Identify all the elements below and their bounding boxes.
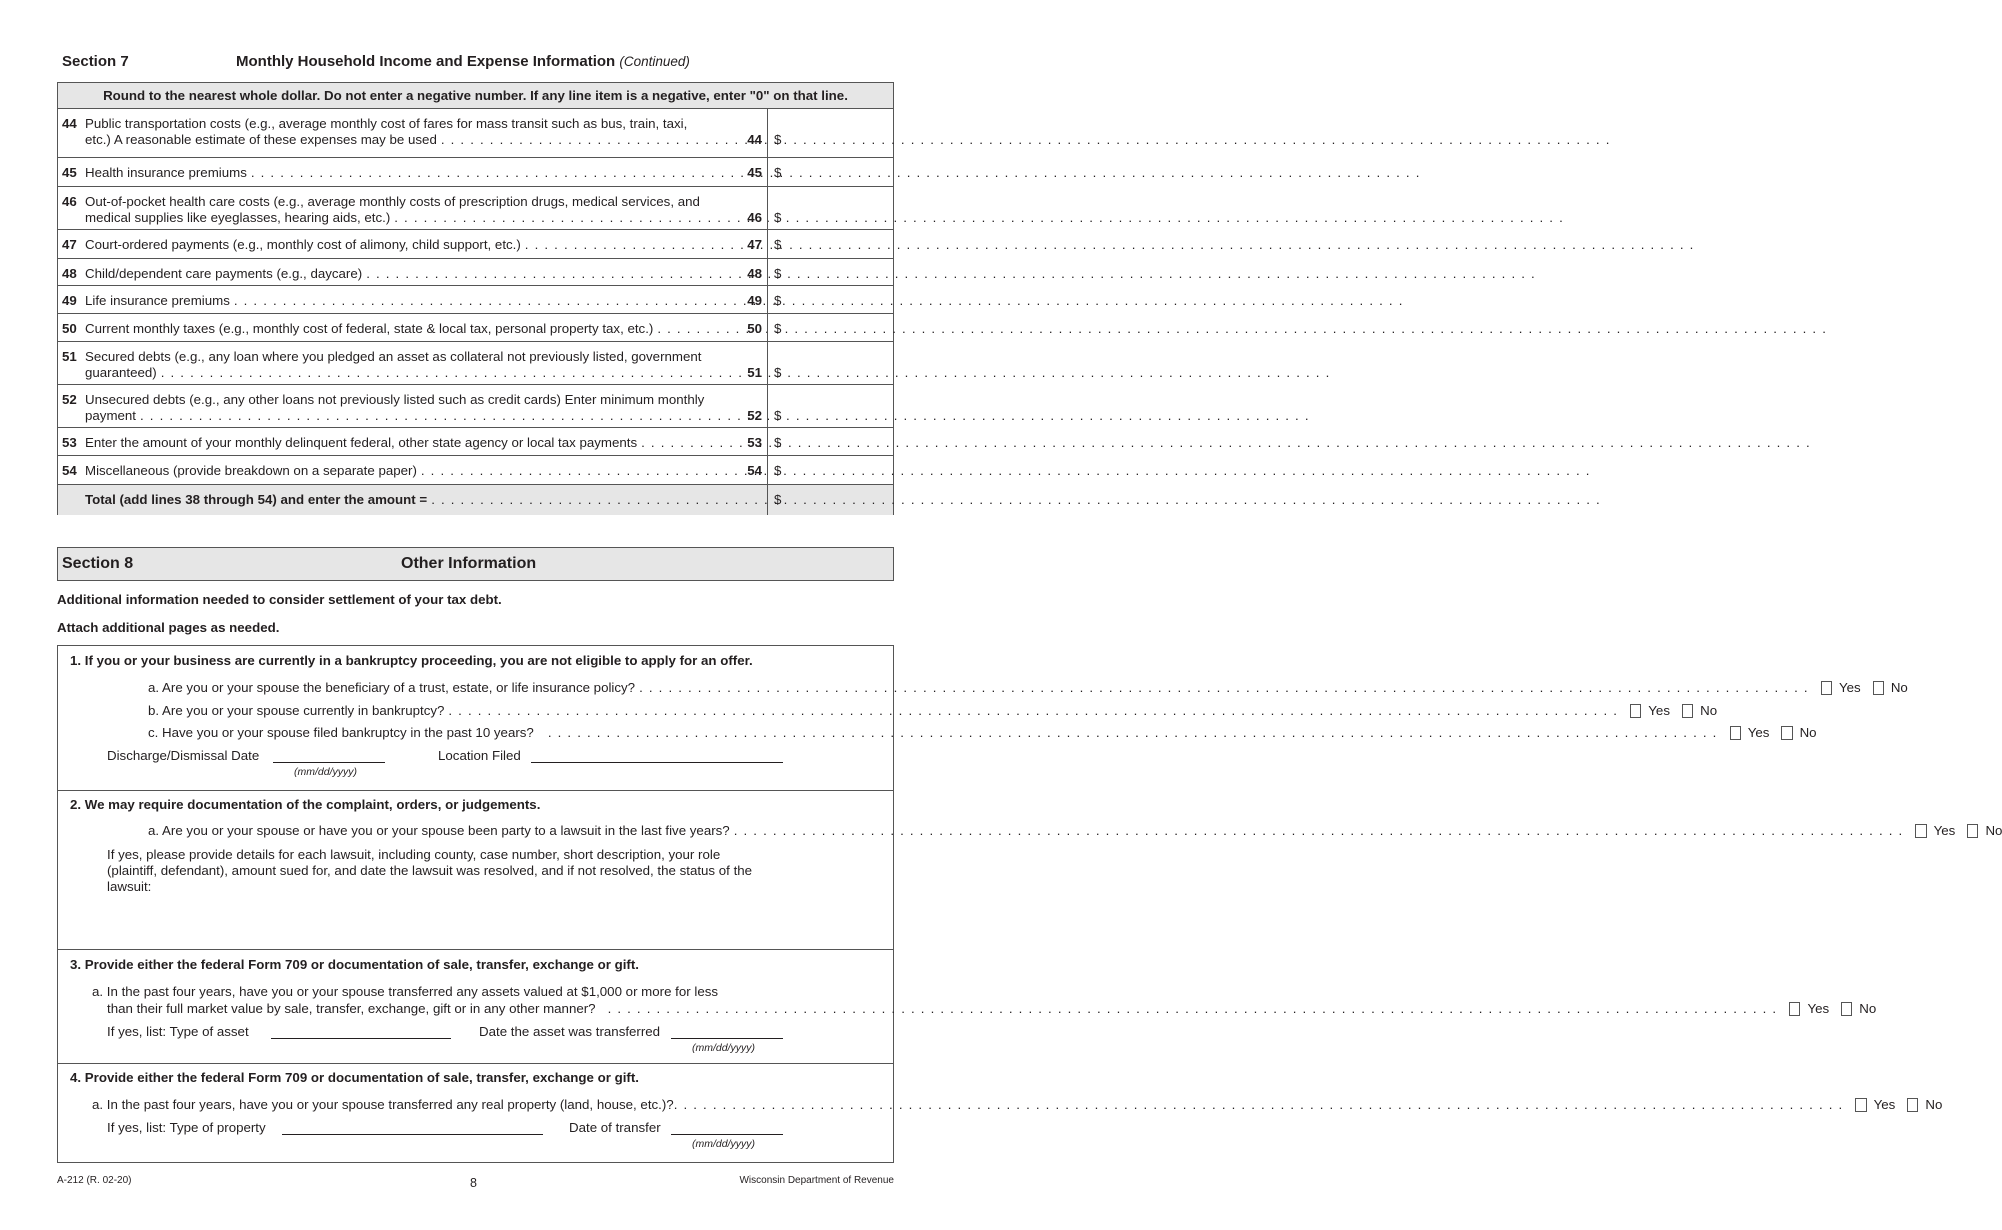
- expense-line-50: [58, 314, 893, 342]
- line-description: [85, 321, 739, 337]
- yes-label: Yes: [1933, 823, 1956, 838]
- type-of-asset-field[interactable]: [271, 1038, 451, 1039]
- form-number: A-212 (R. 02-20): [57, 1175, 132, 1186]
- line-text: Public transportation costs (e.g., average monthly cost of fares for mass transit such as bus, train, taxi,: [85, 116, 688, 131]
- line-number: 52: [62, 392, 77, 407]
- type-of-asset-label: If yes, list: Type of asset: [107, 1024, 249, 1039]
- asset-transfer-date-hint: (mm/dd/yyyy): [692, 1042, 755, 1054]
- line-number: 47: [62, 237, 77, 252]
- question-2a: [148, 823, 2002, 838]
- agency-name: Wisconsin Department of Revenue: [739, 1175, 894, 1186]
- line-text: etc.) A reasonable estimate of these expenses may be used: [85, 132, 437, 147]
- line-number-right: 52: [747, 408, 762, 423]
- yes-label: Yes: [1873, 1097, 1896, 1112]
- line-description: [85, 435, 739, 451]
- question-1-title: 1. If you or your business are currently in a bankruptcy proceeding, you are not eligible to apply for an offer.: [70, 653, 753, 668]
- no-label: No: [1890, 680, 1908, 695]
- yes-checkbox[interactable]: [1915, 824, 1926, 838]
- line-text: Total (add lines 38 through 54) and enter the amount =: [85, 492, 428, 507]
- no-checkbox[interactable]: [1907, 1098, 1918, 1112]
- amount-field[interactable]: [767, 286, 893, 313]
- dollar-sign: $: [774, 408, 782, 423]
- no-label: No: [1925, 1097, 1943, 1112]
- expense-line-49: [58, 286, 893, 314]
- line-number-right: 44: [747, 132, 762, 147]
- line-description: [85, 492, 739, 508]
- no-checkbox[interactable]: [1967, 824, 1978, 838]
- no-label: No: [1985, 823, 2002, 838]
- yes-no-1a: [1821, 680, 1908, 695]
- question-1c-text: c. Have you or your spouse filed bankruptcy in the past 10 years?: [148, 725, 534, 740]
- yes-label: Yes: [1747, 725, 1770, 740]
- question-2-title: 2. We may require documentation of the complaint, orders, or judgements.: [70, 797, 541, 812]
- dot-leader: [608, 1001, 1778, 1016]
- dot-leader: [548, 725, 1718, 740]
- yes-checkbox[interactable]: [1730, 726, 1741, 740]
- rounding-instruction: Round to the nearest whole dollar. Do not enter a negative number. If any line item is a negative, enter "0" on that line.: [58, 83, 893, 109]
- yes-no-1c: [1730, 725, 1817, 740]
- type-of-property-label: If yes, list: Type of property: [107, 1120, 266, 1135]
- yes-no-3a: [1789, 1001, 1876, 1016]
- line-number-right: 47: [747, 237, 762, 252]
- yes-no-2a: [1915, 823, 2002, 838]
- line-description: [85, 463, 739, 479]
- section-7-title-text: Monthly Household Income and Expense Information: [236, 53, 616, 70]
- line-description: [85, 237, 739, 253]
- line-number-right: 54: [747, 463, 762, 478]
- line-number-right: 48: [747, 266, 762, 281]
- yes-label: Yes: [1807, 1001, 1830, 1016]
- transfer-date-field[interactable]: [671, 1134, 783, 1135]
- dollar-sign: $: [774, 132, 782, 147]
- amount-field[interactable]: [767, 456, 893, 484]
- divider: [58, 949, 893, 950]
- divider: [58, 1063, 893, 1064]
- line-description: [85, 349, 739, 381]
- total-line: [58, 485, 893, 515]
- no-label: No: [1799, 725, 1817, 740]
- expense-line-47: [58, 230, 893, 259]
- dot-leader: [394, 210, 1564, 226]
- line-text: payment: [85, 408, 136, 423]
- yes-label: Yes: [1838, 680, 1861, 695]
- yes-no-1b: [1630, 703, 1717, 718]
- transfer-date-label: Date of transfer: [569, 1120, 661, 1135]
- line-text: medical supplies like eyeglasses, hearing aids, etc.): [85, 210, 391, 225]
- line-number-right: 53: [747, 435, 762, 450]
- yes-checkbox[interactable]: [1789, 1002, 1800, 1016]
- dollar-sign: $: [774, 266, 782, 281]
- line-text: Health insurance premiums: [85, 165, 247, 180]
- no-checkbox[interactable]: [1682, 704, 1693, 718]
- amount-field[interactable]: [767, 259, 893, 285]
- other-information-questions: [57, 645, 2002, 1163]
- question-3a: [107, 1001, 1877, 1016]
- yes-label: Yes: [1648, 703, 1670, 718]
- dot-leader: [674, 1097, 1844, 1112]
- section-8-title: Other Information: [401, 555, 537, 572]
- no-label: No: [1859, 1001, 1877, 1016]
- dollar-sign: $: [774, 237, 782, 252]
- section-8-header: [57, 547, 894, 581]
- yes-checkbox[interactable]: [1855, 1098, 1866, 1112]
- expense-line-51: [58, 342, 893, 385]
- dot-leader: [525, 237, 1695, 253]
- amount-field[interactable]: [767, 314, 893, 341]
- line-number: 54: [62, 463, 77, 478]
- expense-line-45: [58, 158, 893, 187]
- question-3a-text-2: than their full market value by sale, transfer, exchange, gift or in any other manner?: [107, 1001, 596, 1016]
- expense-table: [57, 82, 894, 515]
- amount-field[interactable]: [767, 230, 893, 258]
- dollar-sign: $: [774, 365, 782, 380]
- location-filed-label: Location Filed: [438, 748, 521, 763]
- amount-field[interactable]: [767, 385, 893, 427]
- location-filed-field[interactable]: [531, 762, 783, 763]
- amount-field[interactable]: [767, 158, 893, 186]
- line-number: 46: [62, 194, 77, 209]
- line-text: Court-ordered payments (e.g., monthly cost of alimony, child support, etc.): [85, 237, 521, 252]
- line-number-right: 46: [747, 210, 762, 225]
- section-7-label: Section 7: [62, 53, 129, 70]
- question-4a: [92, 1097, 1943, 1112]
- question-1c: [148, 725, 1817, 740]
- line-text: Enter the amount of your monthly delinquent federal, other state agency or local tax payments: [85, 435, 638, 450]
- expense-line-48: [58, 259, 893, 286]
- line-text: Miscellaneous (provide breakdown on a separate paper): [85, 463, 417, 478]
- dot-leader: [366, 266, 1536, 282]
- dot-leader: [734, 823, 1904, 838]
- line-text: Life insurance premiums: [85, 293, 230, 308]
- details-line: lawsuit:: [107, 879, 152, 894]
- line-number-right: 51: [747, 365, 762, 380]
- asset-transfer-date-label: Date the asset was transferred: [479, 1024, 661, 1039]
- dot-leader: [441, 132, 1611, 148]
- discharge-date-field[interactable]: [273, 762, 385, 763]
- page-number: 8: [470, 1176, 477, 1190]
- line-number: 51: [62, 349, 77, 364]
- question-1a: [148, 680, 1908, 695]
- dollar-sign: $: [774, 463, 782, 478]
- amount-field[interactable]: [767, 342, 893, 384]
- line-text: Secured debts (e.g., any loan where you pledged an asset as collateral not previously listed, government: [85, 349, 702, 364]
- section-7-title: [236, 53, 690, 70]
- dollar-sign: $: [774, 321, 782, 336]
- dot-leader: [431, 492, 1601, 508]
- dollar-sign: $: [774, 435, 782, 450]
- line-text: Current monthly taxes (e.g., monthly cost of federal, state & local tax, personal property tax, etc.): [85, 321, 654, 336]
- details-line: (plaintiff, defendant), amount sued for, and date the lawsuit was resolved, and if not resolved, the status of the: [107, 863, 753, 878]
- no-label: No: [1700, 703, 1718, 718]
- line-description: [85, 116, 739, 148]
- amount-field[interactable]: [767, 187, 893, 229]
- line-description: [85, 194, 739, 226]
- line-text: Child/dependent care payments (e.g., daycare): [85, 266, 363, 281]
- yes-checkbox[interactable]: [1821, 681, 1832, 695]
- yes-checkbox[interactable]: [1630, 704, 1641, 718]
- dot-leader: [421, 463, 1591, 479]
- line-text: Unsecured debts (e.g., any other loans not previously listed such as credit cards) Enter minimum monthly: [85, 392, 705, 407]
- line-number: 48: [62, 266, 77, 281]
- question-4a-text: a. In the past four years, have you or your spouse transferred any real property (land, house, etc.)?: [92, 1097, 674, 1112]
- question-3a-text-1: a. In the past four years, have you or your spouse transferred any assets valued at $1,000 or more for less: [92, 984, 719, 999]
- question-1b-text: b. Are you or your spouse currently in bankruptcy?: [148, 703, 445, 718]
- discharge-date-hint: (mm/dd/yyyy): [294, 766, 357, 778]
- line-number-right: 50: [747, 321, 762, 336]
- line-description: [85, 266, 739, 282]
- amount-field[interactable]: [767, 428, 893, 455]
- dollar-sign: $: [774, 293, 782, 308]
- expense-line-53: [58, 428, 893, 456]
- line-number: 49: [62, 293, 77, 308]
- amount-field[interactable]: [767, 109, 893, 157]
- transfer-date-hint: (mm/dd/yyyy): [692, 1138, 755, 1150]
- line-number: 44: [62, 116, 77, 131]
- line-text: Out-of-pocket health care costs (e.g., average monthly costs of prescription drugs, medical services, and: [85, 194, 700, 209]
- section-8-intro: Additional information needed to consider settlement of your tax debt.: [57, 592, 502, 607]
- line-number: 45: [62, 165, 77, 180]
- continued-note: (Continued): [619, 54, 690, 69]
- question-1a-text: a. Are you or your spouse the beneficiary of a trust, estate, or life insurance policy?: [148, 680, 636, 695]
- lawsuit-details-instructions: [107, 847, 752, 895]
- line-number-right: 45: [747, 165, 762, 180]
- line-text: guaranteed): [85, 365, 157, 380]
- type-of-property-field[interactable]: [282, 1134, 543, 1135]
- dot-leader: [140, 408, 1310, 424]
- dollar-sign: $: [774, 165, 782, 180]
- divider: [58, 790, 893, 791]
- section-8-attach-note: Attach additional pages as needed.: [57, 620, 280, 635]
- details-line: If yes, please provide details for each lawsuit, including county, case number, short description, your role: [107, 847, 721, 862]
- line-description: [85, 293, 739, 309]
- expense-line-44: [58, 109, 893, 158]
- asset-transfer-date-field[interactable]: [671, 1038, 783, 1039]
- line-description: [85, 165, 739, 181]
- dollar-sign: $: [774, 492, 782, 507]
- yes-no-4a: [1855, 1097, 1942, 1112]
- dot-leader: [448, 703, 1618, 718]
- question-1b: [148, 703, 1718, 718]
- question-4-title: 4. Provide either the federal Form 709 or documentation of sale, transfer, exchange or gift.: [70, 1070, 639, 1085]
- no-checkbox[interactable]: [1841, 1002, 1852, 1016]
- line-number-right: 49: [747, 293, 762, 308]
- line-number: 50: [62, 321, 77, 336]
- line-number: 53: [62, 435, 77, 450]
- section-8-label: Section 8: [62, 555, 134, 572]
- line-description: [85, 392, 739, 424]
- question-3-title: 3. Provide either the federal Form 709 or documentation of sale, transfer, exchange or gift.: [70, 957, 639, 972]
- discharge-date-label: Discharge/Dismissal Date: [107, 748, 260, 763]
- no-checkbox[interactable]: [1873, 681, 1884, 695]
- expense-line-46: [58, 187, 893, 230]
- question-2a-text: a. Are you or your spouse or have you or your spouse been party to a lawsuit in the last five years?: [148, 823, 730, 838]
- amount-field[interactable]: [767, 485, 893, 515]
- dot-leader: [639, 680, 1809, 695]
- expense-line-54: [58, 456, 893, 485]
- expense-line-52: [58, 385, 893, 428]
- no-checkbox[interactable]: [1781, 726, 1792, 740]
- dollar-sign: $: [774, 210, 782, 225]
